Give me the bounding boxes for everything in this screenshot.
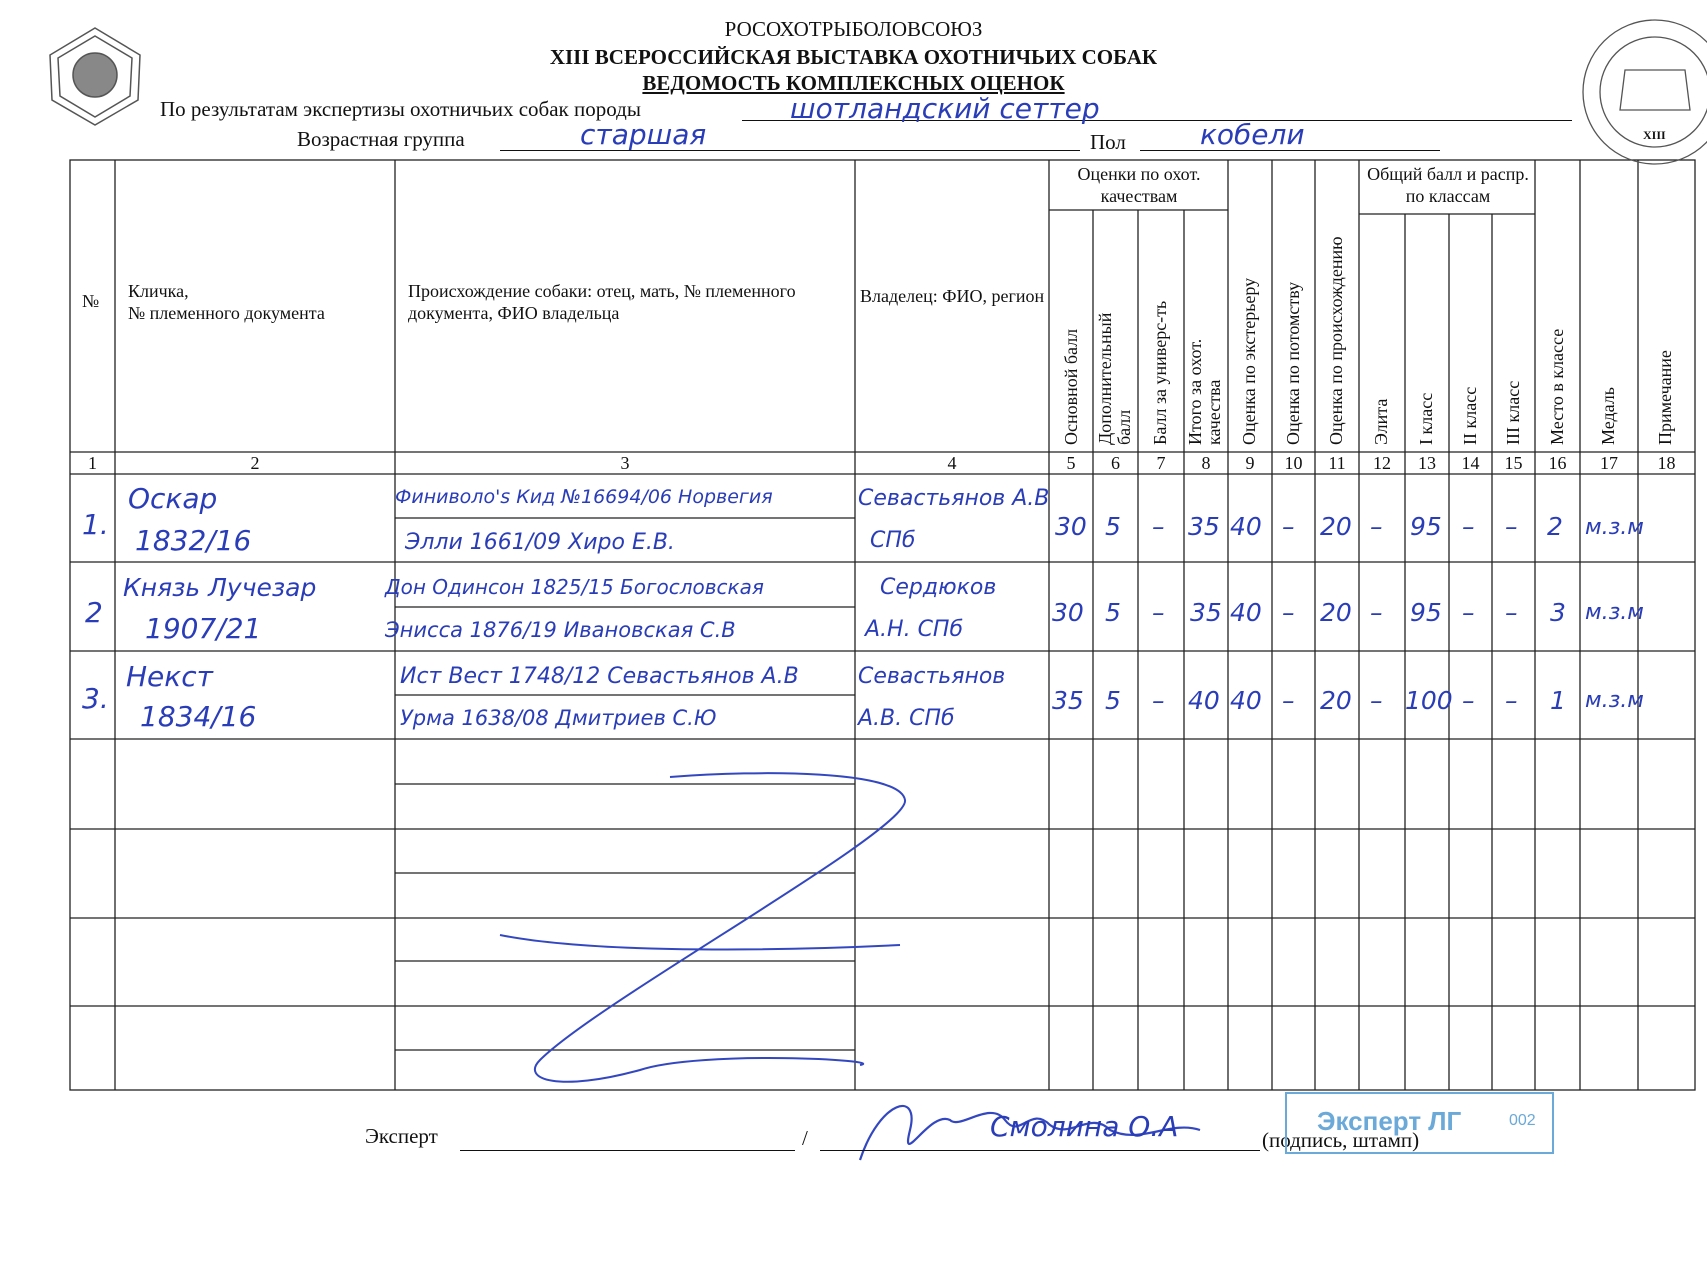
col-num: 7 [1156,453,1166,473]
col-name-header: Кличка, № племенного документа [128,281,325,323]
col-num: 6 [1111,453,1120,473]
col-total-hunt-header: Итого за охот. качества [1185,338,1224,445]
col-univ-header: Балл за универс-ть [1150,300,1170,445]
score-elite: – [1370,512,1383,541]
col-num: 13 [1418,453,1436,473]
col-num: 9 [1245,453,1255,473]
col-place-header: Место в классе [1547,328,1567,445]
score-progeny: – [1282,686,1295,715]
col-num: 12 [1373,453,1391,473]
col-num: 15 [1504,453,1523,473]
col-num: 14 [1461,453,1480,473]
logo-right-text: XIII [1643,128,1666,142]
score-elite: – [1370,686,1383,715]
sex-value: кобели [1200,118,1305,151]
origin-dam: Энисса 1876/19 Ивановская С.В [385,618,736,642]
col-num: 8 [1201,453,1211,473]
breed-label: По результатам экспертизы охотничьих собак породы [160,97,641,121]
score-pedigree: 20 [1320,686,1352,715]
medal: м.з.м [1585,515,1644,540]
col-num: 10 [1284,453,1303,473]
score-total: 35 [1188,512,1220,541]
col-num: 17 [1600,453,1618,473]
stamp-text: Эксперт ЛГ [1317,1106,1462,1136]
origin-sire: Дон Одинсон 1825/15 Богословская [385,575,764,599]
col-base-header: Основной балл [1061,328,1081,445]
place-in-class: 2 [1547,512,1563,541]
stamp-number: 002 [1509,1112,1536,1129]
origin-sire: Финиволо's Кид №16694/06 Норвегия [395,486,773,508]
expert-sign-underline [460,1150,795,1151]
score-exterior: 40 [1230,512,1262,541]
score-class3: – [1505,512,1518,541]
score-univ: – [1152,686,1165,715]
score-base: 35 [1052,686,1084,715]
col-progeny-header: Оценка по потомству [1283,281,1303,445]
col-num: 3 [620,453,630,473]
dog-name: Оскар [128,482,218,515]
score-total: 40 [1188,686,1220,715]
score-exterior: 40 [1230,598,1262,627]
score-class1: 95 [1410,598,1442,627]
score-univ: – [1152,598,1165,627]
col-elite-header: Элита [1371,398,1391,445]
score-class3: – [1505,686,1518,715]
score-extra: 5 [1105,512,1121,541]
medal: м.з.м [1585,688,1644,713]
origin-sire: Ист Вест 1748/12 Севастьянов А.В [400,664,799,689]
breed-value: шотландский сеттер [790,92,1100,125]
col-num: 5 [1066,453,1076,473]
expert-stamp [1285,1092,1554,1154]
dog-name: Князь Лучезар [123,573,317,602]
dog-doc: 1832/16 [135,524,252,557]
sex-label: Пол [1090,130,1126,154]
owner-region: СПб [870,528,916,553]
col-extra-header: Дополнительный балл [1095,312,1134,445]
owner-name: Севастьянов [858,664,1006,689]
origin-dam: Урма 1638/08 Дмитриев С.Ю [400,706,717,730]
owner-region: А.В. СПб [858,706,955,731]
age-value: старшая [580,118,707,151]
col-origin-header: Происхождение собаки: отец, мать, № племенного документа, ФИО владельца [408,281,796,323]
col-no-header: № [82,291,100,311]
class-group-header: Общий балл и распр. по классам [1367,164,1529,206]
score-exterior: 40 [1230,686,1262,715]
col-num: 4 [947,453,957,473]
owner-name: Севастьянов А.В [858,486,1050,511]
expert-name-underline [820,1150,1260,1151]
age-label: Возрастная группа [297,127,465,151]
col-exterior-header: Оценка по экстерьеру [1239,277,1259,445]
col-num: 2 [250,453,260,473]
cross-out-scribble [535,773,905,1082]
score-class1: 95 [1410,512,1442,541]
dog-name: Некст [126,660,213,693]
col-num: 11 [1328,453,1346,473]
place-in-class: 1 [1550,686,1566,715]
score-base: 30 [1052,598,1084,627]
col-note-header: Примечание [1655,350,1675,445]
row-number: 3. [82,682,109,715]
score-total: 35 [1190,598,1222,627]
dog-doc: 1834/16 [140,700,257,733]
score-univ: – [1152,512,1165,541]
col-class3-header: III класс [1503,380,1523,445]
score-extra: 5 [1105,686,1121,715]
hunt-group-header: Оценки по охот. качествам [1077,164,1201,206]
org-name: РОСОХОТРЫБОЛОВСОЮЗ [724,17,983,41]
expert-label: Эксперт [365,1124,438,1148]
score-progeny: – [1282,512,1295,541]
expert-name: Смолина О.А [990,1110,1179,1143]
score-pedigree: 20 [1320,598,1352,627]
medal: м.з.м [1585,600,1644,625]
score-pedigree: 20 [1320,512,1352,541]
dog-doc: 1907/21 [145,612,262,645]
score-class3: – [1505,598,1518,627]
event-title: XIII ВСЕРОССИЙСКАЯ ВЫСТАВКА ОХОТНИЧЬИХ СОБАК [549,45,1158,69]
owner-region: А.Н. СПб [865,617,964,642]
expert-slash: / [802,1126,808,1150]
score-class2: – [1462,512,1475,541]
col-owner-header: Владелец: ФИО, регион [860,286,1045,306]
score-class1: 100 [1405,686,1453,715]
page-title: ВЕДОМОСТЬ КОМПЛЕКСНЫХ ОЦЕНОК [642,71,1065,95]
score-elite: – [1370,598,1383,627]
col-class1-header: I класс [1416,392,1436,445]
score-base: 30 [1055,512,1087,541]
col-pedigree-header: Оценка по происхождению [1326,236,1346,445]
origin-dam: Элли 1661/09 Хиро Е.В. [405,530,675,555]
row-number: 2 [85,596,103,629]
sign-caption: (подпись, штамп) [1262,1128,1420,1152]
score-class2: – [1462,686,1475,715]
row-number: 1. [82,508,109,541]
place-in-class: 3 [1550,598,1566,627]
col-num: 1 [88,453,97,473]
col-num: 18 [1657,453,1676,473]
score-progeny: – [1282,598,1295,627]
col-class2-header: II класс [1460,386,1480,445]
score-class2: – [1462,598,1475,627]
col-num: 16 [1548,453,1567,473]
col-medal-header: Медаль [1598,386,1618,445]
score-extra: 5 [1105,598,1121,627]
owner-name: Сердюков [880,575,997,600]
